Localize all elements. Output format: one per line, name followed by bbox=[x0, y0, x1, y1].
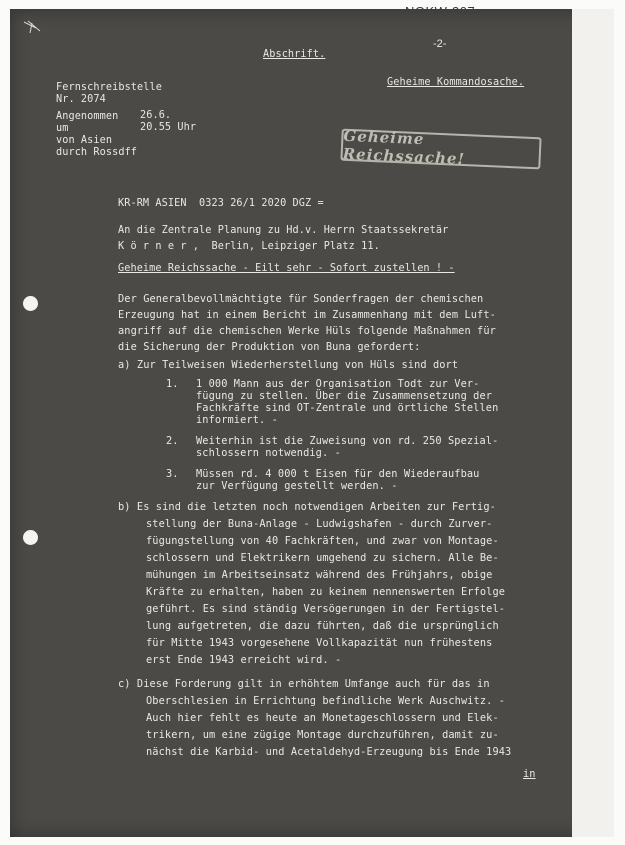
sender-from: von Asien bbox=[56, 135, 113, 146]
address-line-1: An die Zentrale Planung zu Hd.v. Herrn Staatssekretär bbox=[118, 225, 449, 236]
item-number: 2. bbox=[166, 435, 179, 447]
item-number: 3. bbox=[166, 468, 179, 480]
received-date: 26.6. bbox=[140, 110, 172, 121]
address-line-2: K ö r n e r , Berlin, Leipziger Platz 11. bbox=[118, 241, 380, 252]
punch-hole bbox=[23, 296, 38, 311]
page-edge-strip bbox=[572, 9, 614, 837]
section-c-line: c) Diese Forderung gilt in erhöhtem Umfange auch für das in bbox=[118, 678, 490, 690]
section-c-line: trikern, um eine zügige Montage durchzuführen, damit zu- bbox=[146, 729, 499, 741]
document-title: Abschrift. bbox=[263, 49, 326, 60]
page-number: -2- bbox=[433, 38, 447, 50]
item-line: zur Verfügung gestellt werden. - bbox=[196, 480, 398, 492]
section-b-line: fügungstellung von 40 Fachkräften, und zwar von Montage- bbox=[146, 535, 499, 547]
section-c-line: Oberschlesien in Errichtung befindliche Werk Auschwitz. - bbox=[146, 695, 506, 707]
item-line: informiert. - bbox=[196, 414, 278, 426]
secret-stamp bbox=[340, 126, 541, 170]
section-b-line: b) Es sind die letzten noch notwendigen Arbeiten zur Fertig- bbox=[118, 501, 496, 513]
item-line: 1 000 Mann aus der Organisation Todt zur Ver- bbox=[196, 378, 480, 390]
routing-line: KR-RM ASIEN 0323 26/1 2020 DGZ = bbox=[118, 198, 324, 209]
item-line: Weiterhin ist die Zuweisung von rd. 250 Spezial- bbox=[196, 435, 499, 447]
punch-hole bbox=[23, 530, 38, 545]
intro-line: Erzeugung hat in einem Bericht im Zusammenhang mit dem Luft- bbox=[118, 309, 496, 321]
time-value: 20.55 Uhr bbox=[140, 122, 197, 133]
stamp-text: Geheime Reichssache! bbox=[342, 126, 466, 169]
item-line: Müssen rd. 4 000 t Eisen für den Wiederaufbau bbox=[196, 468, 480, 480]
section-a-heading: a) Zur Teilweisen Wiederherstellung von Hüls sind dort bbox=[118, 359, 459, 371]
section-b-line: Kräfte zu erhalten, haben zu keinem nennenswerten Erfolge bbox=[146, 586, 506, 598]
classification-header: Geheime Kommandosache. bbox=[387, 77, 525, 88]
section-b-line: lung aufgetreten, die dazu führten, daß die ursprünglich bbox=[146, 620, 499, 632]
time-label: um bbox=[56, 123, 69, 134]
document-page bbox=[10, 9, 614, 837]
intro-line: Der Generalbevollmächtigte für Sonderfragen der chemischen bbox=[118, 293, 484, 305]
section-b-line: mühungen im Arbeitseinsatz während des Frühjahrs, obige bbox=[146, 569, 493, 581]
item-line: fügung zu stellen. Über die Zusammensetzung der bbox=[196, 390, 493, 402]
corner-scratch-mark bbox=[22, 19, 52, 39]
subject-line: Geheime Reichssache - Eilt sehr - Sofort zustellen ! - bbox=[118, 263, 455, 274]
section-b-line: stellung der Buna-Anlage - Ludwigshafen - durch Zurver- bbox=[146, 518, 493, 530]
intro-line: angriff auf die chemischen Werke Hüls folgende Maßnahmen für bbox=[118, 325, 496, 337]
section-b-line: geführt. Es sind ständig Versögerungen in der Fertigstel- bbox=[146, 603, 506, 615]
sender-by: durch Rossdff bbox=[56, 147, 138, 158]
received-label: Angenommen bbox=[56, 111, 119, 122]
catchword: in bbox=[523, 768, 536, 780]
sender-number: Nr. 2074 bbox=[56, 94, 106, 105]
item-number: 1. bbox=[166, 378, 179, 390]
sender-office: Fernschreibstelle bbox=[56, 82, 162, 93]
item-line: schlossern notwendig. - bbox=[196, 447, 341, 459]
section-c-line: nächst die Karbid- und Acetaldehyd-Erzeugung bis Ende 1943 bbox=[146, 746, 512, 758]
section-c-line: Auch hier fehlt es heute an Monetageschlossern und Elek- bbox=[146, 712, 499, 724]
section-b-line: schlossern und Elektrikern umgehend zu sichern. Alle Be- bbox=[146, 552, 499, 564]
section-b-line: für Mitte 1943 vorgesehene Vollkapazität nun frühestens bbox=[146, 637, 493, 649]
item-line: Fachkräfte sind OT-Zentrale und örtliche Stellen bbox=[196, 402, 499, 414]
intro-line: die Sicherung der Produktion von Buna gefordert: bbox=[118, 341, 421, 353]
section-b-line: erst Ende 1943 erreicht wird. - bbox=[146, 654, 342, 666]
